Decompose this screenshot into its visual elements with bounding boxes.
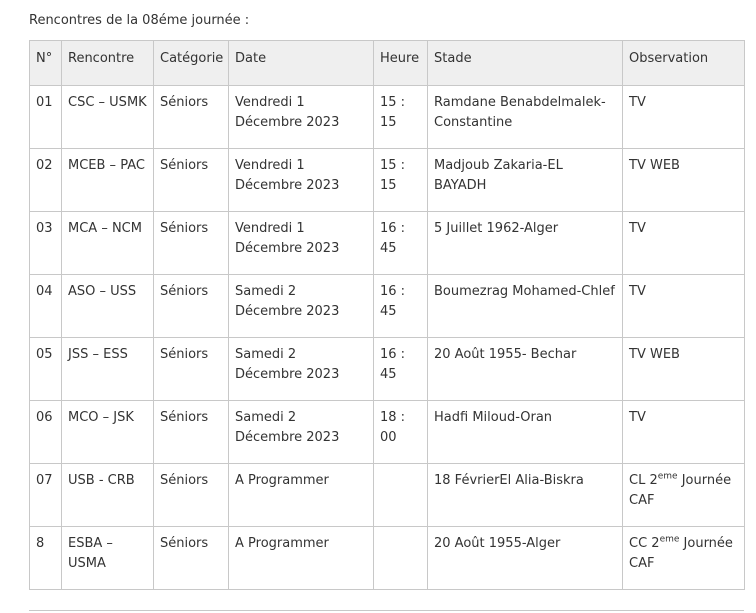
cell-rencontre: JSS – ESS bbox=[62, 338, 154, 401]
cell-num: 04 bbox=[30, 275, 62, 338]
table-row bbox=[30, 464, 745, 527]
cell-rencontre: MCO – JSK bbox=[62, 401, 154, 464]
cell-stade: Boumezrag Mohamed-Chlef bbox=[428, 275, 623, 338]
observation-superscript: eme bbox=[659, 534, 680, 545]
cell-observation: TV bbox=[623, 275, 745, 338]
cell-observation: TV WEB bbox=[623, 149, 745, 212]
header-row bbox=[30, 41, 745, 86]
table-row bbox=[30, 149, 745, 212]
cell-num: 05 bbox=[30, 338, 62, 401]
cell-heure bbox=[374, 464, 428, 527]
cell-heure: 15 : 15 bbox=[374, 86, 428, 149]
cell-observation bbox=[623, 527, 745, 590]
table-row bbox=[30, 212, 745, 275]
cell-num: 07 bbox=[30, 464, 62, 527]
cell-date: A Programmer bbox=[229, 464, 374, 527]
cell-stade: Madjoub Zakaria-EL BAYADH bbox=[428, 149, 623, 212]
cell-num: 03 bbox=[30, 212, 62, 275]
cell-heure: 16 : 45 bbox=[374, 212, 428, 275]
cell-rencontre: ASO – USS bbox=[62, 275, 154, 338]
cell-rencontre: USB - CRB bbox=[62, 464, 154, 527]
column-header-date: Date bbox=[229, 41, 374, 86]
cell-heure bbox=[374, 527, 428, 590]
column-header-categorie: Catégorie bbox=[154, 41, 229, 86]
cell-date: Vendredi 1 Décembre 2023 bbox=[229, 149, 374, 212]
column-header-observation: Observation bbox=[623, 41, 745, 86]
cell-num: 01 bbox=[30, 86, 62, 149]
cell-stade: Hadfi Miloud-Oran bbox=[428, 401, 623, 464]
cell-observation bbox=[623, 464, 745, 527]
cell-heure: 16 : 45 bbox=[374, 275, 428, 338]
cell-rencontre: MCA – NCM bbox=[62, 212, 154, 275]
cell-categorie: Séniors bbox=[154, 275, 229, 338]
table-row bbox=[30, 527, 745, 590]
cell-categorie: Séniors bbox=[154, 527, 229, 590]
table-row bbox=[30, 401, 745, 464]
cell-date: Samedi 2 Décembre 2023 bbox=[229, 275, 374, 338]
cell-num: 06 bbox=[30, 401, 62, 464]
cell-stade: 5 Juillet 1962-Alger bbox=[428, 212, 623, 275]
cell-num: 8 bbox=[30, 527, 62, 590]
cell-stade: Ramdane Benabdelmalek-Constantine bbox=[428, 86, 623, 149]
cell-date: A Programmer bbox=[229, 527, 374, 590]
cell-categorie: Séniors bbox=[154, 401, 229, 464]
cell-date: Samedi 2 Décembre 2023 bbox=[229, 338, 374, 401]
cell-stade: 20 Août 1955-Alger bbox=[428, 527, 623, 590]
observation-prefix: CC 2 bbox=[629, 536, 660, 551]
cell-date: Samedi 2 Décembre 2023 bbox=[229, 401, 374, 464]
observation-suffix: Journée CAF bbox=[629, 536, 733, 571]
cell-observation: TV WEB bbox=[623, 338, 745, 401]
column-header-num: N° bbox=[30, 41, 62, 86]
column-header-stade: Stade bbox=[428, 41, 623, 86]
cell-rencontre: CSC – USMK bbox=[62, 86, 154, 149]
cell-rencontre: ESBA – USMA bbox=[62, 527, 154, 590]
cell-categorie: Séniors bbox=[154, 464, 229, 527]
matches-table bbox=[29, 40, 745, 590]
cell-categorie: Séniors bbox=[154, 86, 229, 149]
cell-observation: TV bbox=[623, 401, 745, 464]
table-row bbox=[30, 86, 745, 149]
cell-heure: 15 : 15 bbox=[374, 149, 428, 212]
cell-stade: 18 FévrierEl Alia-Biskra bbox=[428, 464, 623, 527]
cell-categorie: Séniors bbox=[154, 212, 229, 275]
observation-suffix: Journée CAF bbox=[629, 473, 732, 508]
cell-categorie: Séniors bbox=[154, 149, 229, 212]
bottom-divider bbox=[29, 610, 744, 611]
observation-prefix: CL 2 bbox=[629, 473, 658, 488]
table-row bbox=[30, 338, 745, 401]
cell-categorie: Séniors bbox=[154, 338, 229, 401]
column-header-rencontre: Rencontre bbox=[62, 41, 154, 86]
section-heading: Rencontres de la 08éme journée : bbox=[29, 13, 250, 28]
cell-observation: TV bbox=[623, 86, 745, 149]
column-header-heure: Heure bbox=[374, 41, 428, 86]
cell-date: Vendredi 1 Décembre 2023 bbox=[229, 86, 374, 149]
cell-date: Vendredi 1 Décembre 2023 bbox=[229, 212, 374, 275]
cell-heure: 16 : 45 bbox=[374, 338, 428, 401]
cell-stade: 20 Août 1955- Bechar bbox=[428, 338, 623, 401]
cell-heure: 18 : 00 bbox=[374, 401, 428, 464]
observation-superscript: eme bbox=[657, 471, 678, 482]
cell-observation: TV bbox=[623, 212, 745, 275]
cell-rencontre: MCEB – PAC bbox=[62, 149, 154, 212]
table-row bbox=[30, 275, 745, 338]
cell-num: 02 bbox=[30, 149, 62, 212]
